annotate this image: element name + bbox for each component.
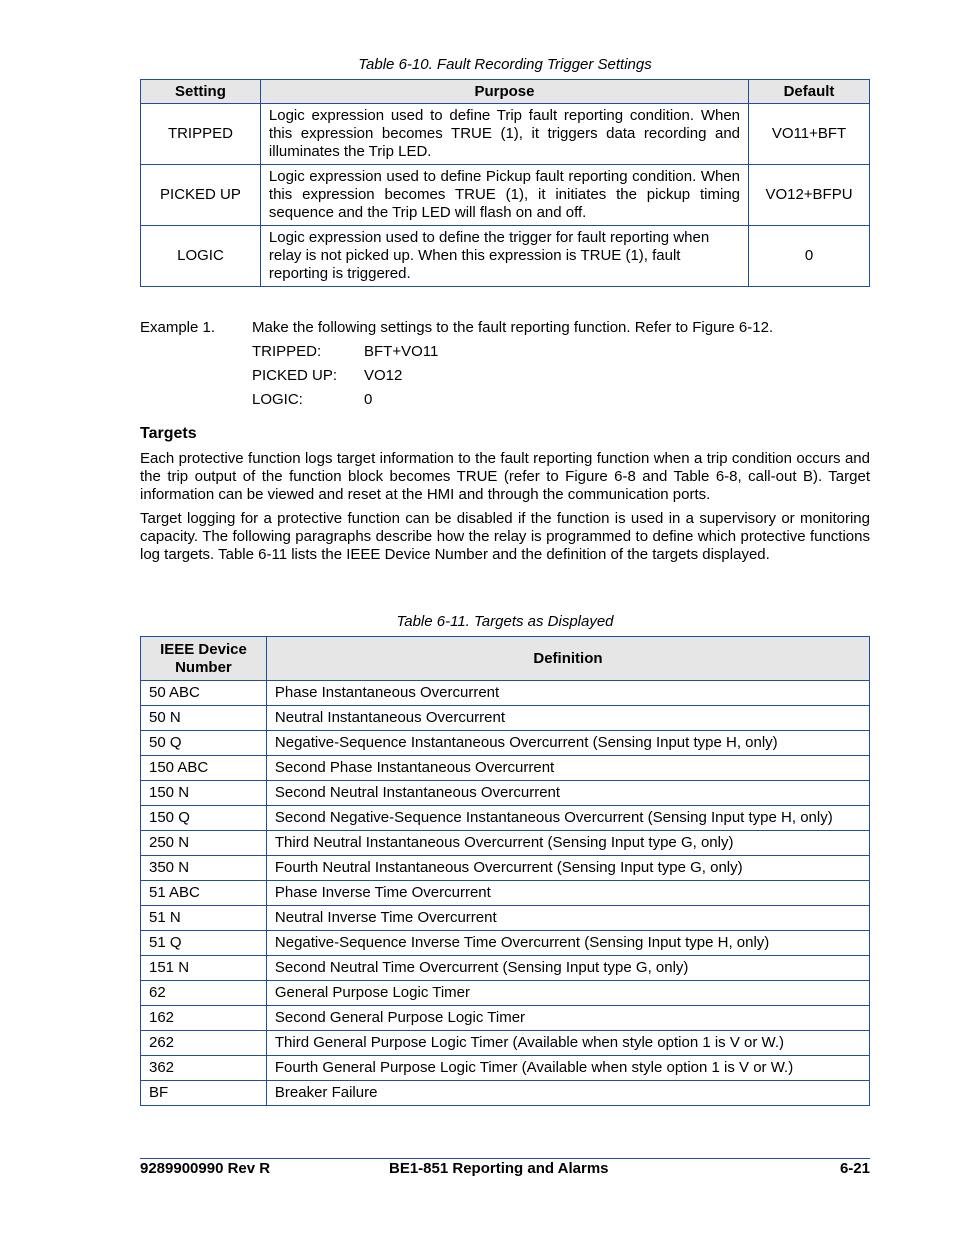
column-header-default: Default bbox=[749, 80, 870, 104]
footer-doc-number: 9289900990 Rev R bbox=[140, 1160, 271, 1177]
definition-cell: Fourth Neutral Instantaneous Overcurrent (Sensing Input type G, only) bbox=[266, 856, 869, 881]
device-number-cell: 50 ABC bbox=[141, 681, 267, 706]
definition-cell: Second Neutral Time Overcurrent (Sensing Input type G, only) bbox=[266, 956, 869, 981]
definition-cell: Fourth General Purpose Logic Timer (Available when style option 1 is V or W.) bbox=[266, 1056, 869, 1081]
device-number-cell: 150 ABC bbox=[141, 756, 267, 781]
table-row bbox=[141, 781, 870, 806]
purpose-cell: Logic expression used to define the trigger for fault reporting when relay is not picked up. When this expression is TRUE (1), fault reporting is triggered. bbox=[260, 226, 748, 287]
device-number-cell: 50 N bbox=[141, 706, 267, 731]
device-number-cell: 362 bbox=[141, 1056, 267, 1081]
definition-cell: Second General Purpose Logic Timer bbox=[266, 1006, 869, 1031]
device-number-cell: 150 N bbox=[141, 781, 267, 806]
column-header-definition: Definition bbox=[266, 637, 869, 681]
definition-cell: Second Phase Instantaneous Overcurrent bbox=[266, 756, 869, 781]
device-number-cell: 262 bbox=[141, 1031, 267, 1056]
device-number-cell: 51 ABC bbox=[141, 881, 267, 906]
example-label: Example 1. bbox=[140, 319, 216, 336]
footer-title: BE1-851 Reporting and Alarms bbox=[389, 1160, 609, 1177]
table-6-11-caption: Table 6-11. Targets as Displayed bbox=[396, 613, 614, 630]
definition-cell: Second Neutral Instantaneous Overcurrent bbox=[266, 781, 869, 806]
table-row bbox=[141, 1081, 870, 1106]
definition-cell: Neutral Inverse Time Overcurrent bbox=[266, 906, 869, 931]
table-6-10-caption: Table 6-10. Fault Recording Trigger Settings bbox=[358, 56, 652, 73]
definition-cell: Third General Purpose Logic Timer (Available when style option 1 is V or W.) bbox=[266, 1031, 869, 1056]
table-row bbox=[141, 226, 870, 287]
table-row bbox=[141, 706, 870, 731]
table-row bbox=[141, 681, 870, 706]
table-row bbox=[141, 731, 870, 756]
targets-displayed-table bbox=[140, 636, 870, 1106]
definition-cell: Negative-Sequence Inverse Time Overcurrent (Sensing Input type H, only) bbox=[266, 931, 869, 956]
example-key: TRIPPED: bbox=[252, 343, 322, 360]
example-value: VO12 bbox=[364, 367, 403, 384]
column-header-purpose: Purpose bbox=[260, 80, 748, 104]
table-row bbox=[141, 856, 870, 881]
table-row bbox=[141, 104, 870, 165]
fault-recording-trigger-table bbox=[140, 79, 870, 287]
definition-cell: Third Neutral Instantaneous Overcurrent (Sensing Input type G, only) bbox=[266, 831, 869, 856]
table-row bbox=[141, 981, 870, 1006]
example-value: 0 bbox=[364, 391, 373, 408]
device-number-cell: 51 Q bbox=[141, 931, 267, 956]
table-row bbox=[141, 881, 870, 906]
section-heading-targets: Targets bbox=[140, 425, 197, 442]
default-cell: 0 bbox=[749, 226, 870, 287]
definition-cell: Neutral Instantaneous Overcurrent bbox=[266, 706, 869, 731]
table-row bbox=[141, 165, 870, 226]
purpose-cell: Logic expression used to define Pickup fault reporting condition. When this expression becomes TRUE (1), it initiates the pickup timing sequence and the Trip LED will flash on and off. bbox=[260, 165, 748, 226]
table-row bbox=[141, 931, 870, 956]
device-number-cell: 162 bbox=[141, 1006, 267, 1031]
setting-cell: PICKED UP bbox=[141, 165, 261, 226]
table-row bbox=[141, 1056, 870, 1081]
column-header-setting: Setting bbox=[141, 80, 261, 104]
device-number-cell: BF bbox=[141, 1081, 267, 1106]
targets-paragraph-2: Target logging for a protective function can be disabled if the function is used in a supervisory or monitoring capacity. The following paragraphs describe how the relay is programmed to define which protective functions log targets. Table 6-11 lists the IEEE Device Number and the definition of the targets displayed. bbox=[140, 510, 870, 563]
purpose-cell: Logic expression used to define Trip fault reporting condition. When this expression becomes TRUE (1), it triggers data recording and illuminates the Trip LED. bbox=[260, 104, 748, 165]
footer-page-number: 6-21 bbox=[839, 1160, 870, 1177]
footer-rule bbox=[140, 1158, 870, 1159]
table-row bbox=[141, 756, 870, 781]
definition-cell: Second Negative-Sequence Instantaneous Overcurrent (Sensing Input type H, only) bbox=[266, 806, 869, 831]
table-row bbox=[141, 906, 870, 931]
column-header-device-number: IEEE Device Number bbox=[141, 637, 267, 681]
example-text: Make the following settings to the fault reporting function. Refer to Figure 6-12. bbox=[252, 319, 774, 336]
definition-cell: Phase Inverse Time Overcurrent bbox=[266, 881, 869, 906]
definition-cell: Negative-Sequence Instantaneous Overcurrent (Sensing Input type H, only) bbox=[266, 731, 869, 756]
device-number-cell: 150 Q bbox=[141, 806, 267, 831]
device-number-cell: 350 N bbox=[141, 856, 267, 881]
table-row bbox=[141, 956, 870, 981]
setting-cell: LOGIC bbox=[141, 226, 261, 287]
definition-cell: Breaker Failure bbox=[266, 1081, 869, 1106]
example-key: PICKED UP: bbox=[252, 367, 338, 384]
table-row bbox=[141, 806, 870, 831]
default-cell: VO11+BFT bbox=[749, 104, 870, 165]
setting-cell: TRIPPED bbox=[141, 104, 261, 165]
table-row bbox=[141, 831, 870, 856]
device-number-cell: 50 Q bbox=[141, 731, 267, 756]
device-number-cell: 151 N bbox=[141, 956, 267, 981]
table-row bbox=[141, 1031, 870, 1056]
default-cell: VO12+BFPU bbox=[749, 165, 870, 226]
device-number-cell: 250 N bbox=[141, 831, 267, 856]
example-value: BFT+VO11 bbox=[364, 343, 439, 360]
device-number-cell: 51 N bbox=[141, 906, 267, 931]
definition-cell: Phase Instantaneous Overcurrent bbox=[266, 681, 869, 706]
example-key: LOGIC: bbox=[252, 391, 303, 408]
definition-cell: General Purpose Logic Timer bbox=[266, 981, 869, 1006]
device-number-cell: 62 bbox=[141, 981, 267, 1006]
targets-paragraph-1: Each protective function logs target information to the fault reporting function when a trip condition occurs and the trip output of the function block becomes TRUE (refer to Figure 6-8 and Table 6-8, call-out B). Target information can be viewed and reset at the HMI and through the communication ports. bbox=[140, 450, 870, 503]
table-row bbox=[141, 1006, 870, 1031]
